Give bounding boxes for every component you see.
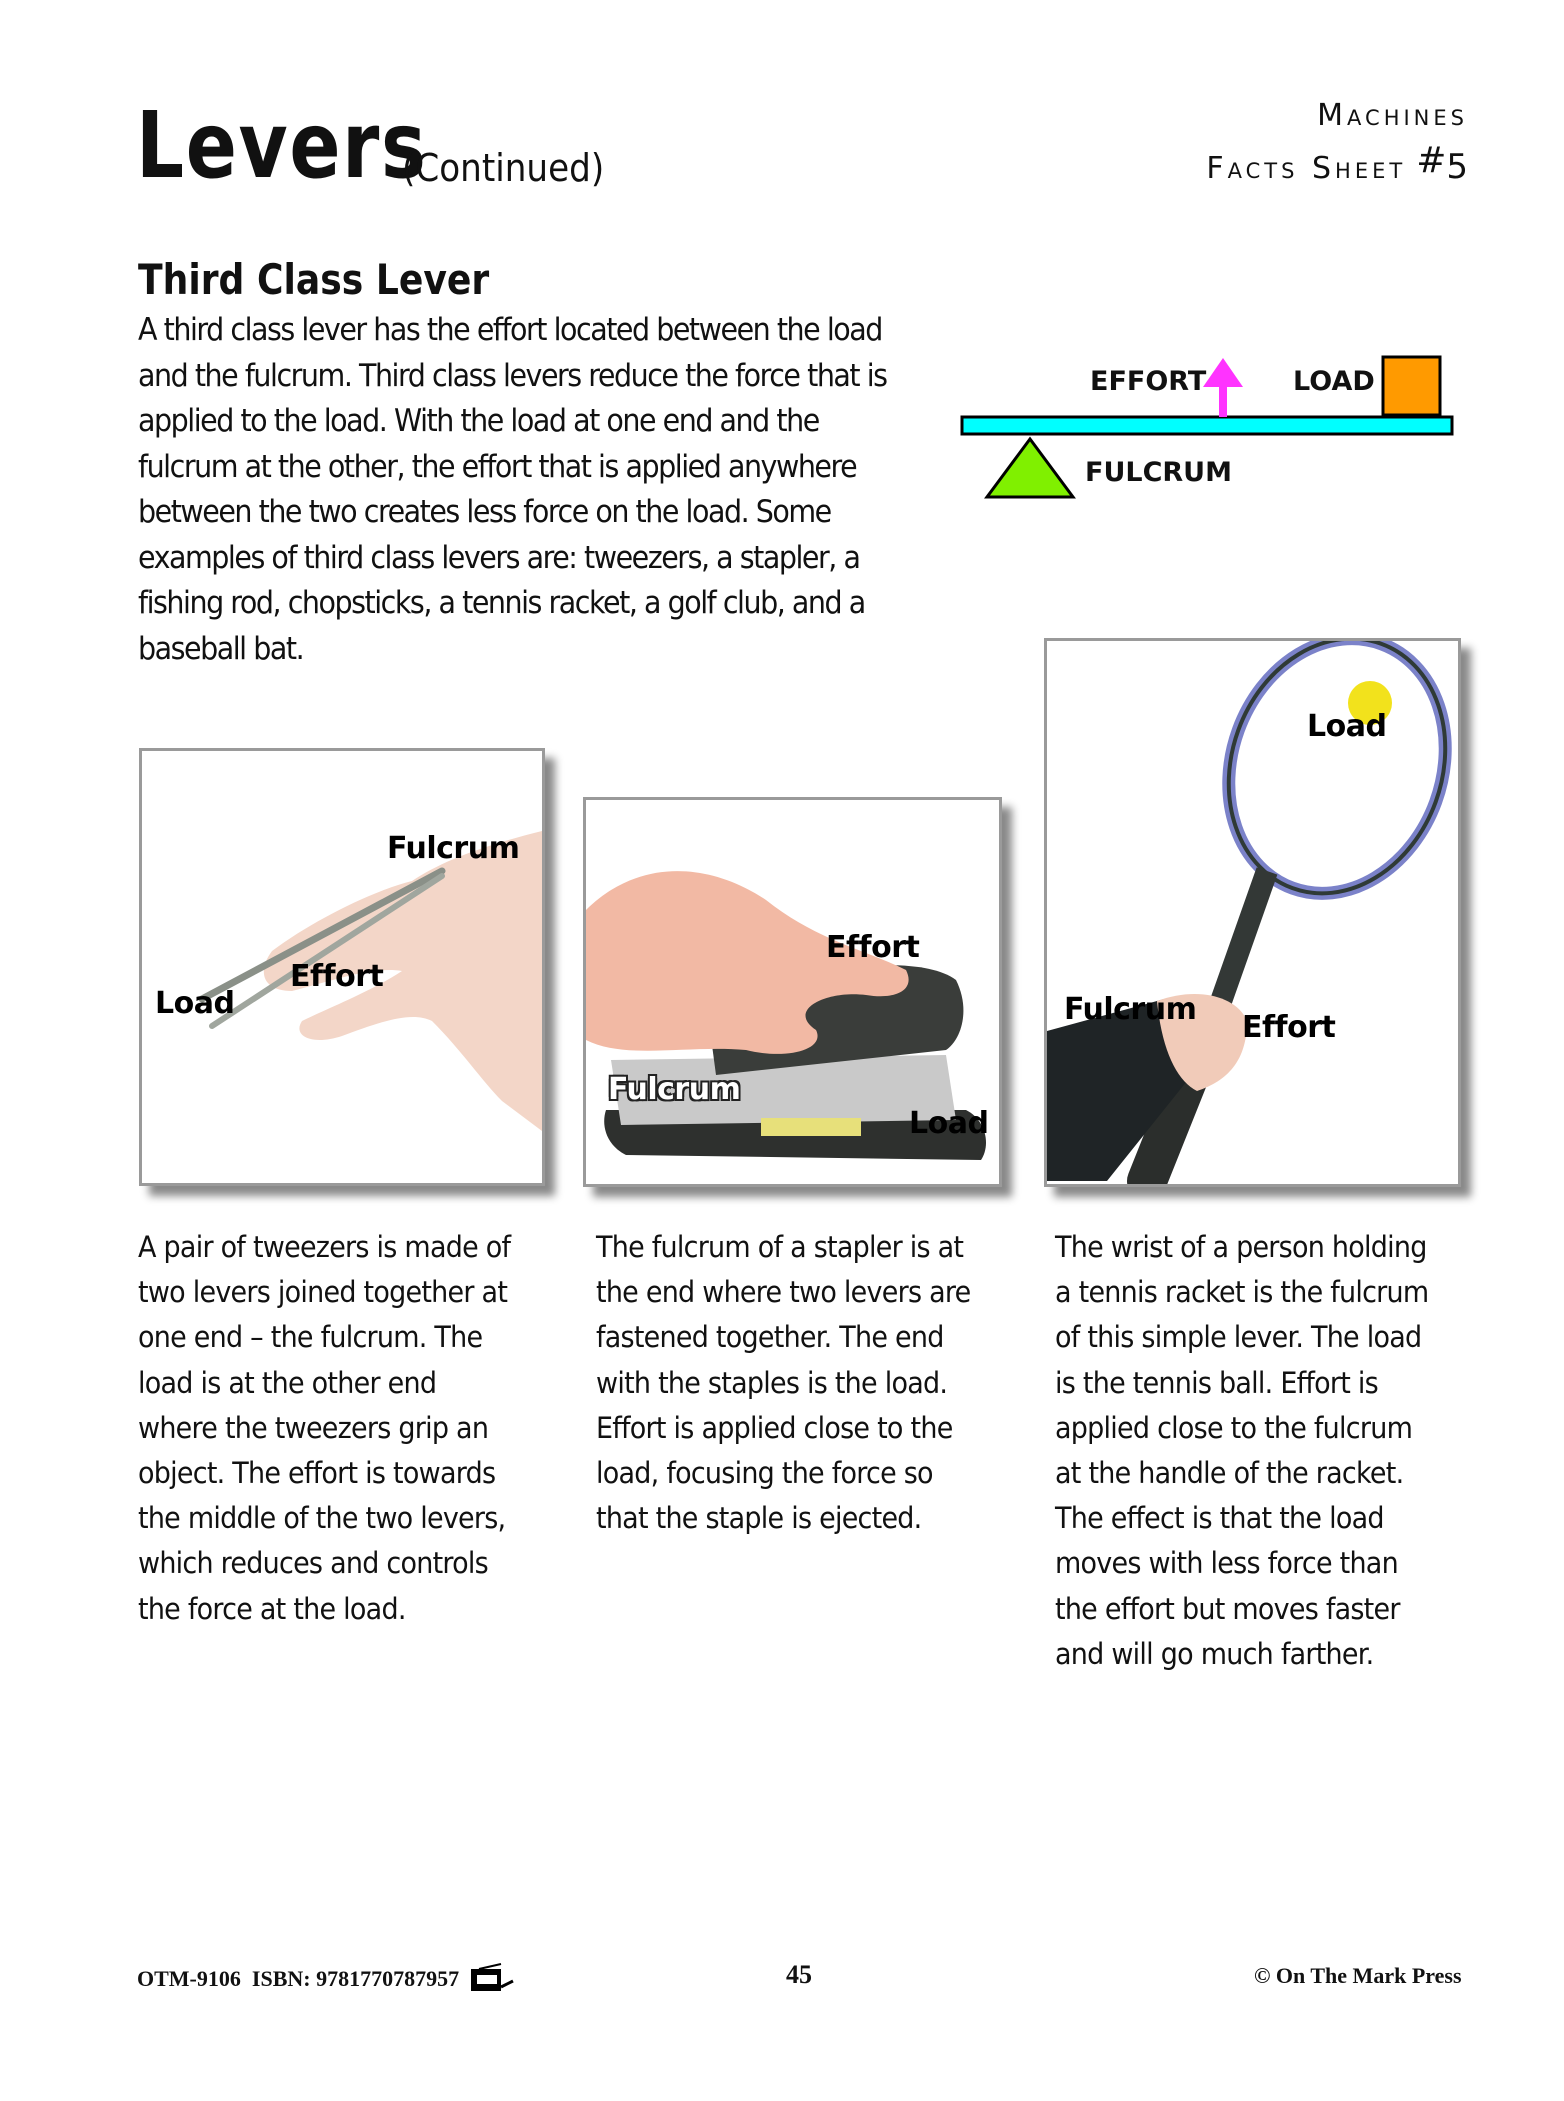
load-box-icon — [1383, 357, 1440, 415]
page-subtitle: (Continued) — [402, 146, 605, 190]
sheet-label — [1206, 140, 1468, 187]
page-number: 45 — [786, 1960, 812, 1989]
section-heading: Third Class Lever — [138, 255, 490, 304]
tennis-caption: The wrist of a person holding a tennis racket is the fulcrum of this simple lever. The load is the tennis ball. Effort is applied close to the fulcrum at the handle of the racket. The effect is that the load moves with less force than the effort but moves faster and will go much farther. — [1055, 1230, 1429, 1671]
diagram-load-label: LOAD — [1293, 366, 1375, 397]
effort-arrow-icon — [1203, 358, 1243, 387]
copyright: © On The Mark Press — [1254, 1963, 1462, 1988]
beam-shape — [962, 417, 1452, 434]
fulcrum-triangle-icon — [987, 439, 1073, 497]
intro-paragraph: A third class lever has the effort located between the load and the fulcrum. Third class levers reduce the force that is applied to the load. With the load at one end and the fulcrum at the other, the effort that is applied anywhere between the two creates less force on the load. Some examples of third class levers are: tweezers, a stapler, a fishing rod, chopsticks, a tennis racket, a golf club, and a baseball bat. — [138, 312, 887, 667]
stapler-effort-label: Effort — [826, 930, 920, 965]
tweezers-effort-label: Effort — [290, 959, 384, 994]
page-title: Levers — [136, 92, 428, 199]
tennis-racket-image — [1047, 641, 1458, 1184]
tennis-racket-photo — [1044, 638, 1461, 1187]
tweezers-load-label: Load — [155, 986, 235, 1021]
stapler-fulcrum-label: Fulcrum — [608, 1072, 741, 1107]
tweezers-caption: A pair of tweezers is made of two levers joined together at one end – the fulcrum. The load is at the other end where the tweezers grip an object. The effort is towards the middle of the two levers, which reduces and controls the force at the load. — [138, 1230, 511, 1626]
sheet-hash: # — [1416, 140, 1447, 181]
diagram-effort-label: EFFORT — [1090, 366, 1207, 397]
tennis-fulcrum-label: Fulcrum — [1064, 992, 1197, 1027]
stapler-photo — [583, 797, 1002, 1187]
series-label: Machines — [1317, 98, 1468, 133]
stapler-caption: The fulcrum of a stapler is at the end where two levers are fastened together. The end with the staples is the load. Effort is applied close to the load, focusing the force so that the staple is ejected. — [596, 1230, 971, 1536]
sheet-number: 5 — [1446, 147, 1468, 187]
lever-diagram — [955, 340, 1475, 510]
tennis-load-label: Load — [1307, 709, 1387, 744]
diagram-fulcrum-label: FULCRUM — [1085, 457, 1232, 488]
stapler-load-label: Load — [909, 1106, 989, 1141]
tweezers-photo — [139, 748, 545, 1186]
footer-code: OTM-9106 — [137, 1966, 241, 1992]
sheet-label-text: Facts Sheet — [1206, 151, 1407, 186]
footer-left — [137, 1963, 517, 1999]
publisher-logo-icon — [469, 1963, 517, 1999]
tennis-effort-label: Effort — [1242, 1010, 1336, 1045]
footer-isbn: ISBN: 9781770787957 — [251, 1966, 460, 1992]
tweezers-fulcrum-label: Fulcrum — [387, 831, 520, 866]
